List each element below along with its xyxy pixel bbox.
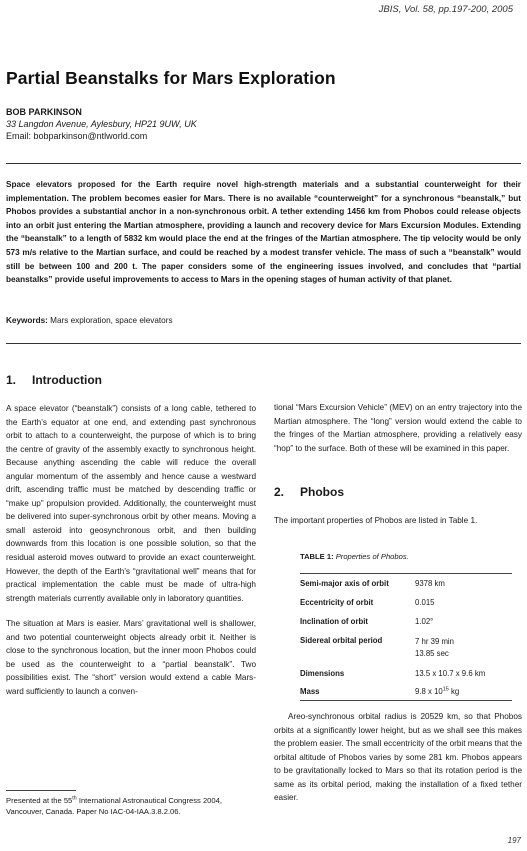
page-number: 197 [507,836,521,845]
author-name: BOB PARKINSON [6,107,82,117]
table-key: Inclination of orbit [300,616,368,626]
phobos-body [274,710,522,805]
keywords-label: Keywords: [6,316,48,325]
phobos-paragraph-2: Areo-synchronous orbital radius is 20529 km, so that Phobos orbits at a significantly lower height, but as we shall see this makes the problem easier. The small eccentricity of the orbit means that the orbital altitude of Phobos varies by some 281 km. Phobos appears to be gravitationally locked to Mars so that its rotation period is the same as its orbital period, making the installation of a fixed tether easier. [274,712,522,803]
table-bottom-rule [300,700,512,701]
left-column [6,402,256,698]
table-value [415,681,512,701]
section-number: 1. [6,373,17,387]
keywords-text: Mars exploration, space elevators [47,316,173,325]
section-heading-introduction [6,373,102,387]
mass-unit: kg [448,686,460,696]
mass-base: 9.8 x 10 [415,686,443,696]
phobos-properties-table [300,573,512,701]
section-title: Phobos [300,485,344,499]
table-value: 1.02° [415,616,434,626]
footnote-pre: Presented at the 55 [6,796,73,805]
table-value: 7 hr 39 min [415,636,455,646]
journal-header: JBIS, Vol. 58, pp.197-200, 2005 [378,4,513,15]
abstract-text: Space elevators proposed for the Earth require novel high-strength materials and a substantial counterweight for their implementation. The problem becomes easier for Mars. There is no available “counterweight” for a synchronous “beanstalk,” but Phobos provides a substantial anchor in a non-synchronous orbit. A tether extending 1456 km from Phobos could release objects into an orbit just entering the Martian atmosphere, providing a launch and recovery device for Mars Excursion Modules. Extending the “beanstalk” to a length of 5832 km would place the end at the fringes of the Martian atmosphere. The tip velocity would be only 573 m/s relative to the Martian surface, and could be reached by a modest transfer vehicle. The mass of such a “beanstalk” would still be between 100 and 200 t. The paper considers some of the engineering issues involved, and concludes that “partial beanstalks” provide useful improvements to access to Mars in the opening stages of human activity of that planet. [6,180,521,285]
table-key: Eccentricity of orbit [300,597,374,607]
section-number: 2. [274,485,285,499]
intro-paragraph-1: A space elevator (“beanstalk”) consists of a long cable, tethered to the Earth’s equator at one end, and extending past synchronous orbit to attach to a counterweight, the purpose of which is to bring the centre of gravity of the assembly exactly to synchronous height. Because anything ascending the cable will reduce the overall angular momentum of the assembly and hence cause a westward drift, ascending traffic must be matched by descending traffic or “make up” propulsion provided. Additionally, the counterweight must be delivered into super-synchronous orbit by other means. Moving a small asteroid into geosynchronous orbit, and then building downwards from this location is one possible solution, so that the residual asteroid moves outward to provide an exact counterweight. However, the depth of the Earth’s “gravitational well” means that for practical implementation the cable must be made of ultra-high strength materials currently available only in laboratory quantities. [6,404,256,603]
abstract-top-rule [6,163,521,164]
table-value: 0.015 [415,597,435,607]
paper-title: Partial Beanstalks for Mars Exploration [6,68,336,88]
table-value-secondary: 13.85 sec [415,648,449,658]
right-column-top [274,401,522,455]
intro-paragraph-2: The situation at Mars is easier. Mars’ gravitational well is shallower, and two potential counterweight objects already orbit it. Neither is close to the synchronous location, but the inner moon Phobos could be used as the counterweight to a “partial beanstalk”. Two possibilities exist. The “short” version would extend a cable Mars-ward sufficiently to launch a conven- [6,619,256,696]
table-key: Sidereal orbital period [300,635,383,645]
table-value: 9378 km [415,574,512,593]
mass-exponent: 15 [442,685,449,692]
phobos-paragraph-1: The important properties of Phobos are listed in Table 1. [274,516,478,525]
table-caption-text: Properties of Phobos. [333,552,409,561]
intro-paragraph-3: tional “Mars Excursion Vehicle” (MEV) on an entry trajectory into the Martian atmosphere. The “long” version would extend the cable to the fringes of the Martian atmosphere, providing a relatively easy “hop” to the surface. Both of these will be examined in this paper. [274,403,522,453]
phobos-intro [274,514,522,528]
table-row [300,574,512,593]
table-caption [300,552,409,561]
table-value: 13.5 x 10.7 x 9.6 km [415,668,486,678]
table-key: Mass [300,686,320,696]
abstract-bottom-rule [6,343,521,344]
footnote-post: International Astronautical Congress 2004, Vancouver, Canada. Paper No IAC-04-IAA.3.8.2.06. [6,796,222,816]
author-email: Email: bobparkinson@ntlworld.com [6,131,148,141]
author-address: 33 Langdon Avenue, Aylesbury, HP21 9UW, UK [6,119,197,129]
table-key: Semi-major axis of orbit [300,574,415,593]
footnote-sup: th [72,795,77,802]
table-row [300,631,512,660]
table-row [300,612,512,631]
section-heading-phobos [274,485,344,499]
table-row [300,681,512,701]
table-key: Dimensions [300,668,345,678]
footnote-rule [6,790,76,791]
table-label: TABLE 1: [300,552,334,561]
footnote [6,795,256,817]
keywords [6,316,173,325]
table-value-cell [415,631,512,660]
table-row [300,593,512,612]
section-title: Introduction [32,373,102,387]
table-row [300,660,512,681]
